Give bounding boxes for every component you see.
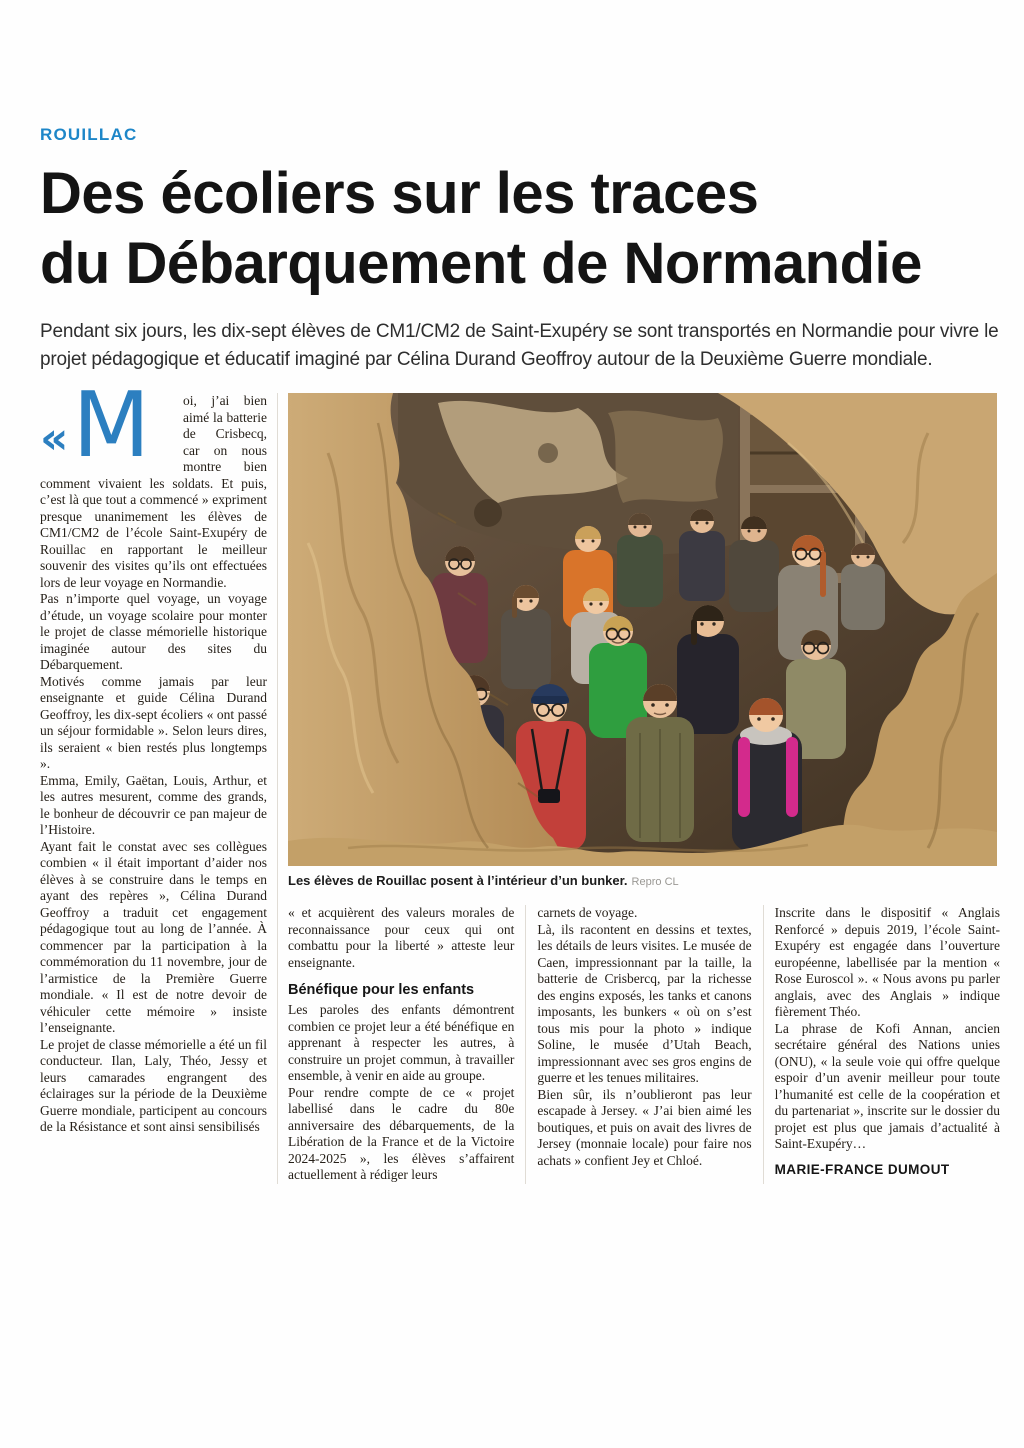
drop-cap — [40, 372, 176, 478]
paragraph: Le projet de classe mémorielle a été un fil conducteur. Ilan, Laly, Théo, Jessy et leurs camarades engrangent des éclairages sur la période de la Deuxième Guerre mondiale, participent au concours de la Résistance et sont ainsi sensibilisés — [40, 1036, 267, 1135]
paragraph: Pour rendre compte de ce « projet labellisé dans le cadre du 80e anniversaire des débarquements, de la Libération de la France et de la Victoire 2024-2025 », les élèves s’affairent actuellement à rédiger leurs — [288, 1084, 515, 1183]
dropcap-letter: M — [72, 372, 148, 478]
column-4 — [763, 905, 1000, 1183]
crosshead: Bénéfique pour les enfants — [288, 982, 475, 999]
paragraph: Inscrite dans le dispositif « Anglais Renforcé » depuis 2019, l’école Saint-Exupéry est engagée dans l’ouverture européenne, labellisée par la mention « Rose Euroscol ». « Nous avons pu parler anglais, avec des Anglais » indique fièrement Théo. — [774, 905, 1000, 1020]
paragraph: La phrase de Kofi Annan, ancien secrétaire général des Nations unies (ONU), « la seule voie qui offre quelque espoir d’un avenir meilleur pour toute l’humanité est celle de la coopération et du partenariat », inscrite sur le dossier du projet est plus que jamais d’actualité à Saint-Exupéry… — [774, 1020, 1000, 1152]
column-2 — [288, 905, 525, 1183]
photo-credit: Repro CL — [631, 876, 679, 889]
bunker-photo-illustration — [288, 393, 997, 866]
photo-caption — [288, 873, 997, 889]
paragraph: carnets de voyage. — [537, 905, 638, 921]
headline-line-1: Des écoliers sur les traces — [40, 161, 759, 226]
section-kicker: ROUILLAC — [40, 125, 138, 144]
photo-caption-text: Les élèves de Rouillac posent à l’intérieur d’un bunker. — [288, 873, 628, 889]
paragraph — [40, 372, 267, 591]
bottom-columns — [288, 905, 1000, 1183]
article-body — [40, 372, 1000, 1183]
headline — [40, 159, 1000, 298]
lede: Pendant six jours, les dix-sept élèves de CM1/CM2 de Saint-Exupéry se sont transportés en Normandie pour vivre le projet pédagogique et éducatif imaginé par Célina Durand Geoffroy autour de la Deuxième Guerre mondiale. — [40, 321, 999, 370]
paragraph: Ayant fait le constat avec ses collègues combien « il était important d’aider nos élèves à se construire dans le temps en ayant des repères », Célina Durand Geoffroy a traduit cet engagement pédagogique tout au long de l’année. À commencer par la participation à la commémoration du 11 novembre, jour de l’armistice de la Première Guerre mondiale. « Il est de notre devoir de véhiculer cette mémoire » insiste l’enseignante. — [40, 838, 267, 1036]
column-1 — [40, 372, 278, 1183]
paragraph: Emma, Emily, Gaëtan, Louis, Arthur, et les autres mesurent, comme des grands, le bonheur de découvrir ce pan majeur de l’Histoire. — [40, 772, 267, 838]
paragraph: Pas n’importe quel voyage, un voyage d’étude, un voyage scolaire pour monter le projet de classe mémorielle historique imaginée autour des sites du Débarquement. — [40, 591, 267, 673]
paragraph: Motivés comme jamais par leur enseignante et guide Célina Durand Geoffroy, les dix-sept écoliers « ont passé un séjour formidable ». Selon leurs dires, ils seraient « bien restés plus longtemps ». — [40, 673, 267, 772]
opening-quote-mark: « — [40, 412, 69, 464]
byline: MARIE-FRANCE DUMOUT — [774, 1161, 950, 1177]
paragraph: Là, ils racontent en dessins et textes, les détails de leurs visites. Le musée de Caen, impressionnant par la taille, la batterie de Crisbercq, par la richesse des engins exposés, les tanks et canons imposants, les bunkers « où on s’est tous mis pour la photo » indique Soline, le musée d’Utah Beach, impressionnant avec ses gros engins de guerre et les tenues militaires. — [537, 921, 752, 1086]
article-photo — [288, 393, 997, 889]
headline-line-2: du Débarquement de Normandie — [40, 230, 922, 296]
paragraph: Bien sûr, ils n’oublieront pas leur escapade à Jersey. « J’ai bien aimé les boutiques, et puis on avait des livres de Jersey (monnaie locale) pour faire nos achats » confient Jey et Chloé. — [537, 1086, 752, 1168]
paragraph-text: oi, j’ai bien aimé la batterie de Crisbecq, car on nous montre bien comment vivaient les soldats. Et puis, c’est là que tout a commencé » expriment presque unanimement les élèves de CM1/CM2 de l’école Saint-Exupéry de Rouillac en rapportant le meilleur souvenir des visites qu’ils ont effectuées lors de leur voyage en Normandie. — [40, 393, 267, 590]
paragraph: « et acquièrent des valeurs morales de reconnaissance pour ceux qui ont combattu pour la liberté » atteste leur enseignante. — [288, 905, 515, 970]
paragraph: Les paroles des enfants démontrent combien ce projet leur a été bénéfique en apprenant à respecter les autres, à construire un projet commun, à travailler ensemble, à venir en aide au groupe. — [288, 1002, 515, 1084]
article-right-side — [278, 393, 1000, 1183]
column-3 — [525, 905, 762, 1183]
